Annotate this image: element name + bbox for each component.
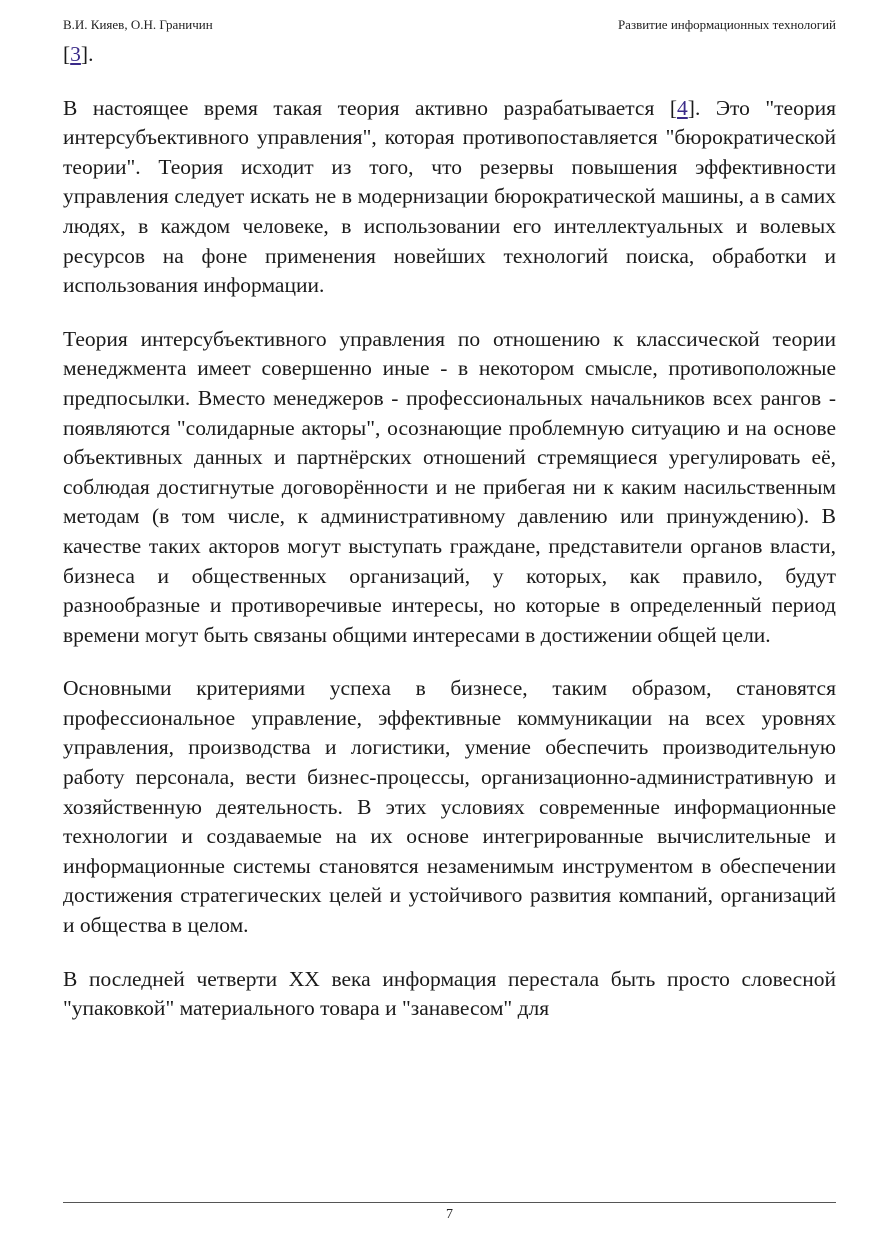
citation-bracket-open: [ (63, 42, 71, 66)
citation-link-3[interactable]: 3 (70, 42, 81, 66)
page-body (63, 40, 836, 1024)
paragraph-continuation (63, 40, 836, 70)
citation-link-4[interactable]: 4 (677, 95, 688, 120)
header-title: Развитие информационных технологий (617, 17, 836, 32)
running-header (63, 16, 836, 34)
paragraph-text-before-citation: В настоящее время такая теория активно разрабатывается [ (63, 95, 678, 120)
paragraph-text-after-citation: ]. Это "теория интерсубъективного управления", которая противопоставляется "бюрократической теории". Теория исходит из того, что резервы повышения эффективности управления следует искать не в модернизации бюрократической машины, а в самих людях, в каждом человеке, в использовании его интеллектуальных и волевых ресурсов на фоне применения новейших технологий поиска, обработки и использования информации. (63, 95, 836, 298)
page-number: 7 (446, 1207, 453, 1222)
paragraph-intersubjective-theory (63, 94, 836, 301)
paragraph-solidary-actors: Теория интерсубъективного управления по отношению к классической теории менеджмента имеет совершенно иные - в некотором смысле, противоположные предпосылки. Вместо менеджеров - профессиональных начальников всех рангов - появляются "солидарные акторы", осознающие проблемную ситуацию и на основе объективных данных и партнёрских отношений стремящиеся урегулировать её, соблюдая достигнутые договорённости и не прибегая ни к каким насильственным методам (в том числе, к административному давлению или принуждению). В качестве таких акторов могут выступать граждане, представители органов власти, бизнеса и общественных организаций, у которых, как правило, будут разнообразные и противоречивые интересы, но которые в определенный период времени могут быть связаны общими интересами в достижении общей цели. (63, 326, 836, 647)
footer-divider (63, 1202, 836, 1203)
citation-bracket-close: ]. (80, 42, 94, 66)
paragraph-success-criteria: Основными критериями успеха в бизнесе, таким образом, становятся профессиональное управление, эффективные коммуникации на всех уровнях управления, производства и логистики, умение обеспечить производительную работу персонала, вести бизнес-процессы, организационно-административную и хозяйственную деятельность. В этих условиях современные информационные технологии и создаваемые на их основе интегрированные вычислительные и информационные системы становятся незаменимым инструментом в обеспечении достижения стратегических целей и устойчивого развития компаний, организаций и общества в целом. (63, 676, 836, 938)
paragraph-last-quarter: В последней четверти XX века информация перестала быть просто словесной "упаковкой" материального товара и "занавесом" для (63, 966, 836, 1021)
header-authors: В.И. Кияев, О.Н. Граничин (63, 17, 213, 32)
